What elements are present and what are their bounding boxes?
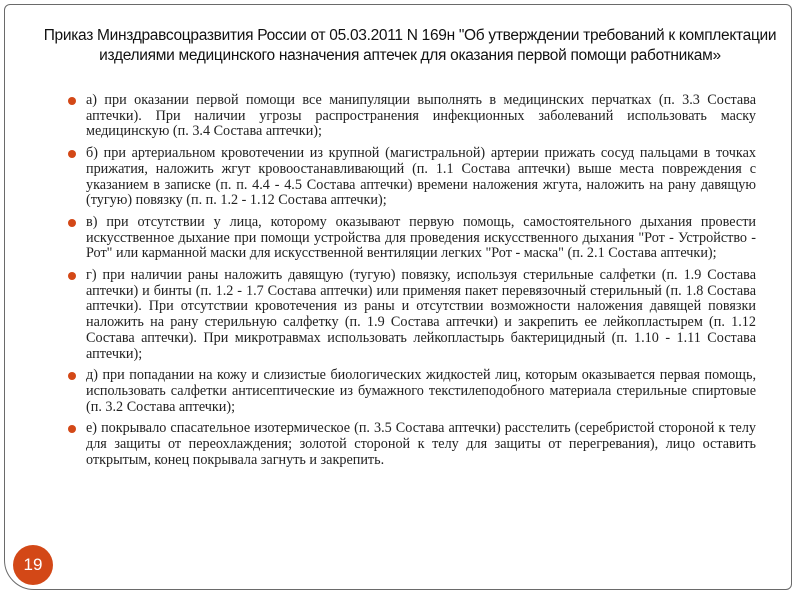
list-item-text: в) при отсутствии у лица, которому оказывают первую помощь, самостоятельного дыхания провести искусственное дыхание при помощи устройства для проведения искусственного дыхания "Рот - Устройство - Рот" или карманной маски для искусственной вентиляции легких "Рот - маска" (п. 2.1 Состава аптечки); <box>86 213 756 262</box>
bullet-list <box>68 93 756 474</box>
bullet-icon <box>68 272 76 280</box>
slide-title: Приказ Минздравсоцразвития России от 05.03.2011 N 169н "Об утверждении требований к комплектации изделиями медицинского назначения аптечек для оказания первой помощи работникам» <box>43 27 777 64</box>
bullet-icon <box>68 425 76 433</box>
list-item-text: е) покрывало спасательное изотермическое (п. 3.5 Состава аптечки) расстелить (серебристой стороной к телу для защиты от переохлаждения; золотой стороной к телу для защиты от перегревания), лицо оставить открытым, конец покрывала загнуть и закрепить. <box>86 420 756 468</box>
list-item <box>68 215 756 262</box>
list-item <box>68 93 756 140</box>
bullet-icon <box>68 97 76 105</box>
list-item <box>68 421 756 468</box>
list-item <box>68 368 756 415</box>
list-item-text: а) при оказании первой помощи все манипуляции выполнять в медицинских перчатках (п. 3.3 Состава аптечки). При наличии угрозы распространения инфекционных заболеваний использовать маску медицинскую (п. 3.4 Состава аптечки); <box>86 92 756 140</box>
bullet-icon <box>68 372 76 380</box>
list-item <box>68 146 756 209</box>
bullet-icon <box>68 150 76 158</box>
list-item-text: б) при артериальном кровотечении из крупной (магистральной) артерии прижать сосуд пальцами в точках прижатия, наложить жгут кровоостанавливающий (п. 1.1 Состава аптечки) выше места повреждения с указанием в записке (п. п. 4.4 - 4.5 Состава аптечки) времени наложения жгута, наложить на рану давящую (тугую) повязку (п. п. 1.2 - 1.12 Состава аптечки); <box>86 145 756 209</box>
page-number-badge: 19 <box>13 545 53 585</box>
list-item <box>68 268 756 362</box>
bullet-icon <box>68 219 76 227</box>
list-item-text: г) при наличии раны наложить давящую (тугую) повязку, используя стерильные салфетки (п. 1.9 Состава аптечки) и бинты (п. 1.2 - 1.7 Состава аптечки) или применяя пакет перевязочный стерильный (п. 1.8 Состава аптечки). При отсутствии кровотечения из раны и отсутствии возможности наложения давящей повязки наложить на рану стерильную салфетку (п. 1.9 Состава аптечки) и закрепить ее лейкопластырем (п. 1.12 Состава аптечки). При микротравмах использовать лейкопластырь бактерицидный (п. 1.10 - 1.11 Состава аптечки); <box>86 267 756 362</box>
list-item-text: д) при попадании на кожу и слизистые биологических жидкостей лиц, которым оказывается первая помощь, использовать салфетки антисептические из бумажного текстилеподобного материала стерильные спиртовые (п. 3.2 Состава аптечки); <box>86 367 756 415</box>
